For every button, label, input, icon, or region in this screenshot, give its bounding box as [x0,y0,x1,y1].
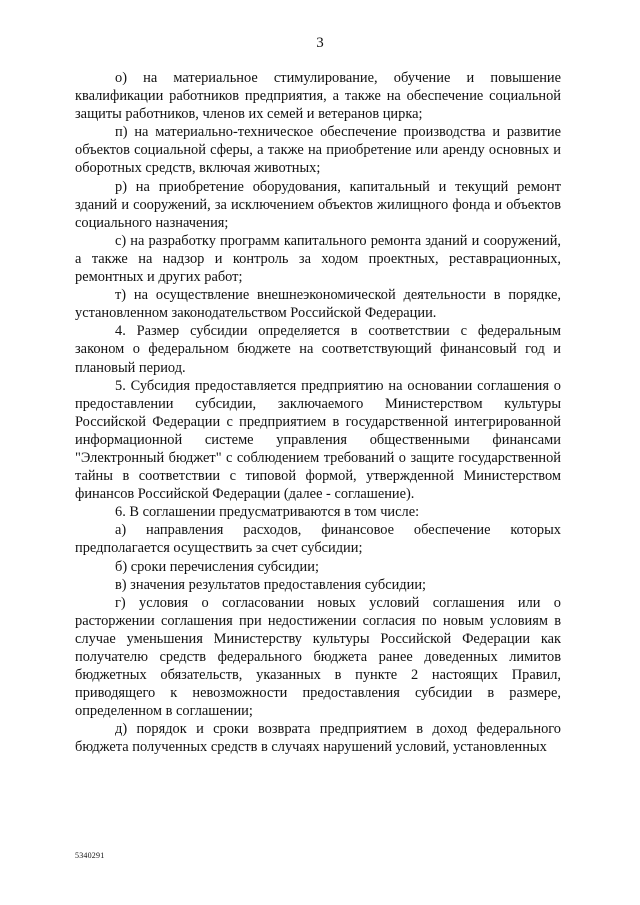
document-code: 5340291 [75,851,105,860]
paragraph-p: п) на материально-техническое обеспечение производства и развитие объектов социальной сферы, а также на приобретение или аренду основных и оборотных средств, включая животных; [75,124,561,177]
paragraph-4: 4. Размер субсидии определяется в соответствии с федеральным законом о федеральном бюджете на соответствующий финансовый год и плановый период. [75,323,561,376]
page-number: 3 [316,35,324,51]
paragraph-5: 5. Субсидия предоставляется предприятию на основании соглашения о предоставлении субсидии, заключаемого Министерством культуры Российской Федерации с предприятием в государственной интегрированной информационной системе управления общественными финансами "Электронный бюджет" с соблюдением требований о защите государственной тайны в соответствии с типовой формой, утвержденной Министерством финансов Российской Федерации (далее - соглашение). [75,377,561,503]
paragraph-6d: д) порядок и сроки возврата предприятием в доход федерального бюджета полученных средств в случаях нарушений условий, установленных [75,721,561,756]
paragraph-s: с) на разработку программ капитального ремонта зданий и сооружений, а также на надзор и контроль за ходом проектных, реставрационных, ремонтных и других работ; [75,232,561,286]
paragraph-6v: в) значения результатов предоставления субсидии; [115,576,427,593]
paragraph-6g: г) условия о согласовании новых условий соглашения или о расторжении соглашения при недостижении согласия по новым условиям в случае уменьшения Министерству культуры Российской Федерации как получателю средств федерального бюджета ранее доведенных лимитов бюджетных обязательств, указанных в пункте 2 настоящих Правил, приводящего к невозможности предоставления субсидии в размере, определенном в соглашении; [75,594,561,720]
document-body [75,69,561,757]
paragraph-6b: б) сроки перечисления субсидии; [115,558,319,575]
paragraph-6a: а) направления расходов, финансовое обеспечение которых предполагается осуществить за счет субсидии; [75,522,561,557]
paragraph-r: р) на приобретение оборудования, капитальный и текущий ремонт зданий и сооружений, за исключением объектов жилищного фонда и объектов социального назначения; [75,178,561,231]
paragraph-t: т) на осуществление внешнеэкономической деятельности в порядке, установленном законодательством Российской Федерации. [75,287,561,322]
paragraph-6: 6. В соглашении предусматриваются в том числе: [115,504,420,521]
paragraph-o: о) на материальное стимулирование, обучение и повышение квалификации работников предприятия, а также на обеспечение социальной защиты работников, членов их семей и ветеранов цирка; [75,70,561,123]
